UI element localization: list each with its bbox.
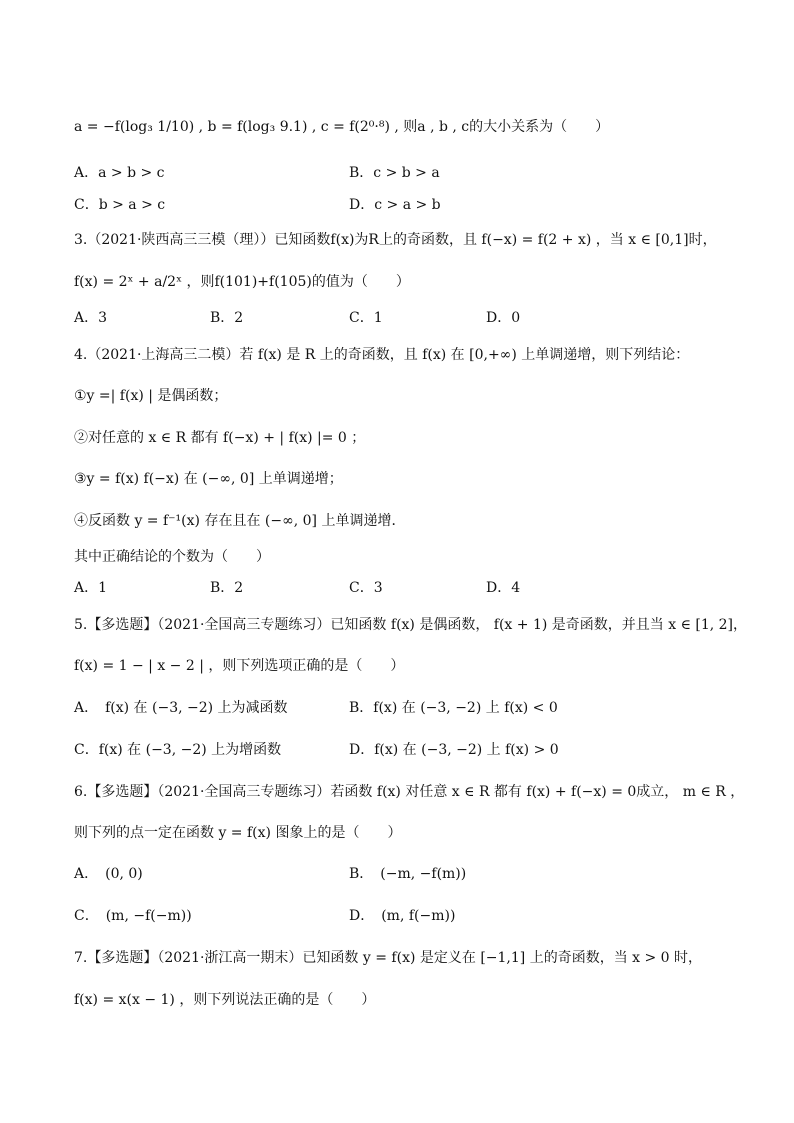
q4-option-d: D．4 [486, 580, 521, 596]
q4-option-c: C．3 [349, 580, 383, 596]
q6-option-c: C． (m, −f(−m)) [74, 908, 192, 924]
q6-option-a: A． (0, 0) [74, 866, 143, 882]
q3-stem-line2: f(x) = 2ˣ + a/2ˣ ，则f(101)+f(105)的值为（ ） [74, 274, 410, 290]
q4-statement-3: ③y = f(x) f(−x) 在 (−∞, 0] 上单调递增； [74, 471, 343, 487]
q4-question: 其中正确结论的个数为（ ） [74, 549, 270, 565]
q3-stem-line1: 3.（2021·陕西高三三模（理））已知函数f(x)为R上的奇函数，且 f(−x) = f(2 + x) ，当 x ∈ [0,1]时， [74, 232, 717, 248]
q5-stem-line2: f(x) = 1 − | x − 2 | ，则下列选项正确的是（ ） [74, 658, 405, 674]
q6-stem-line2: 则下列的点一定在函数 y = f(x) 图象上的是（ ） [74, 825, 402, 841]
q4-option-a: A．1 [74, 580, 108, 596]
q3-option-b: B．2 [210, 310, 244, 326]
q7-stem-line2: f(x) = x(x − 1) ，则下列说法正确的是（ ） [74, 992, 376, 1008]
q5-stem-line1: 5.【多选题】（2021·全国高三专题练习）已知函数 f(x) 是偶函数， f(x + 1) 是奇函数，并且当 x ∈ [1, 2]， [74, 617, 748, 633]
q2-option-c: C．b > a > c [74, 197, 166, 213]
q6-option-d: D． (m, f(−m)) [349, 908, 456, 924]
q2-stem: a = −f(log₃ 1/10) , b = f(log₃ 9.1) , c = f(2⁰·⁸) , 则a , b , c的大小关系为（ ） [74, 119, 610, 135]
q2-option-a: A．a > b > c [74, 165, 165, 181]
q6-option-b: B． (−m, −f(m)) [349, 866, 467, 882]
q5-option-b: B．f(x) 在 (−3, −2) 上 f(x) < 0 [349, 700, 558, 716]
q2-option-d: D．c > a > b [349, 197, 441, 213]
q5-option-a: A． f(x) 在 (−3, −2) 上为减函数 [74, 700, 288, 716]
q4-option-b: B．2 [210, 580, 244, 596]
q4-statement-2: ②对任意的 x ∈ R 都有 f(−x) + | f(x) |= 0 ； [74, 430, 366, 446]
q7-stem-line1: 7.【多选题】（2021·浙江高一期末）已知函数 y = f(x) 是定义在 [−1,1] 上的奇函数，当 x > 0 时， [74, 950, 703, 966]
q3-option-a: A．3 [74, 310, 108, 326]
q4-statement-4: ④反函数 y = f⁻¹(x) 存在且在 (−∞, 0] 上单调递增． [74, 513, 406, 529]
q2-option-b: B．c > b > a [349, 165, 440, 181]
q5-option-c: C．f(x) 在 (−3, −2) 上为增函数 [74, 742, 282, 758]
q3-option-c: C．1 [349, 310, 383, 326]
q5-option-d: D．f(x) 在 (−3, −2) 上 f(x) > 0 [349, 742, 559, 758]
q6-stem-line1: 6.【多选题】（2021·全国高三专题练习）若函数 f(x) 对任意 x ∈ R 都有 f(x) + f(−x) = 0成立， m ∈ R ， [74, 784, 745, 800]
q3-option-d: D．0 [486, 310, 521, 326]
q4-stem: 4.（2021·上海高三二模）若 f(x) 是 R 上的奇函数，且 f(x) 在 [0,+∞) 上单调递增，则下列结论： [74, 347, 690, 363]
q4-statement-1: ①y =| f(x) | 是偶函数； [74, 388, 228, 404]
